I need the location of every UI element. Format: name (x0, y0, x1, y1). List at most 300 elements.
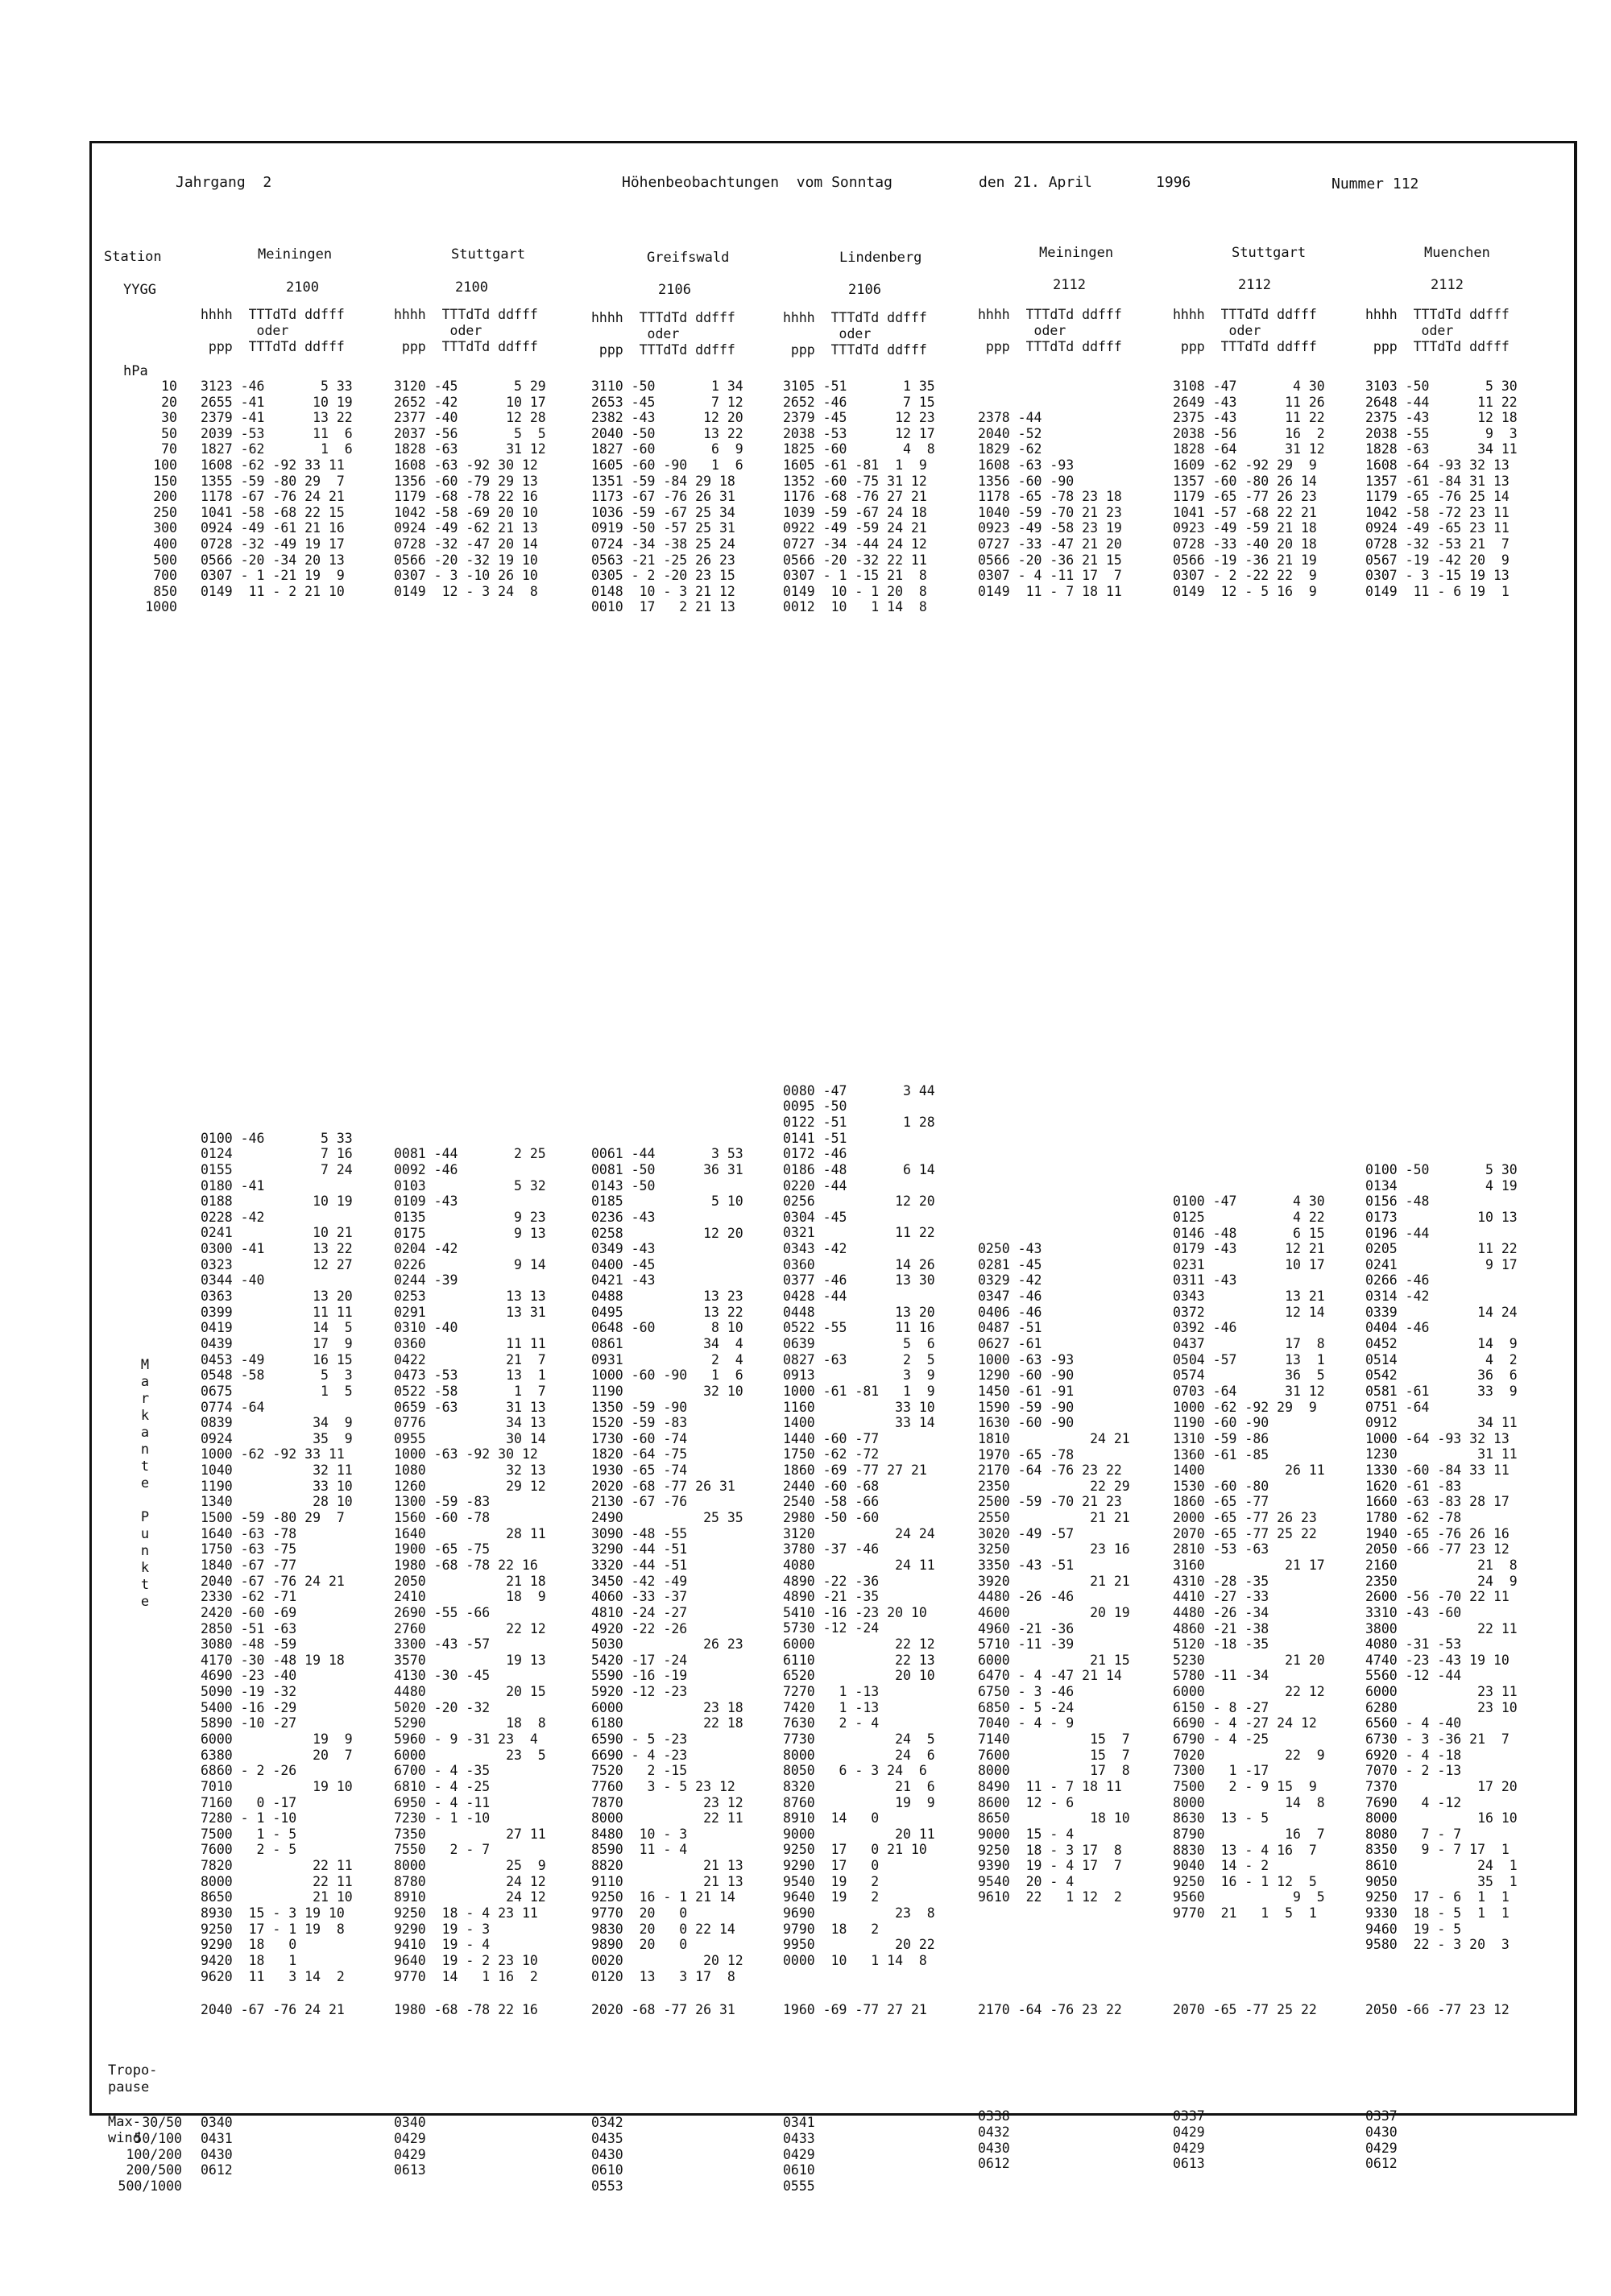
standard-level-row: 2038 -55 9 3 (1365, 425, 1518, 441)
maxwind-level: 500/1000 (118, 2178, 182, 2195)
significant-point-row: 5410 -16 -23 20 10 (783, 1604, 927, 1620)
markante-letter: u (140, 1526, 150, 1542)
significant-point-row: 1900 -65 -75 (394, 1541, 491, 1558)
significant-point-row: 0419 14 5 (201, 1320, 353, 1336)
significant-point-row: 5090 -19 -32 (201, 1684, 297, 1700)
standard-level-row: 1039 -59 -67 24 18 (783, 504, 927, 520)
markante-letter: t (140, 1577, 150, 1593)
significant-point-row: 1970 -65 -78 (978, 1446, 1075, 1462)
significant-point-row: 0473 -53 13 1 (394, 1367, 546, 1384)
significant-point-row: 8930 15 - 3 19 10 (201, 1905, 345, 1922)
significant-point-row: 6180 22 18 (591, 1715, 743, 1731)
significant-point-row: 0253 13 13 (394, 1289, 546, 1305)
significant-point-row: 0173 10 13 (1365, 1209, 1518, 1225)
standard-level-row: 1828 -63 31 12 (394, 441, 546, 457)
standard-level-row: 2040 -50 13 22 (591, 425, 743, 441)
column-header-line: oder (1365, 323, 1454, 338)
standard-level-row: 1605 -60 -90 1 6 (591, 457, 743, 473)
significant-point-row: 6860 - 2 -26 (201, 1763, 297, 1779)
significant-point-row: 9040 14 - 2 (1173, 1858, 1269, 1874)
jahrgang: Jahrgang 2 (176, 174, 272, 191)
significant-point-row: 2550 21 21 (978, 1510, 1130, 1526)
significant-point-row: 1980 -68 -78 22 16 (394, 1557, 538, 1573)
significant-point-row: 7300 1 -17 (1173, 1763, 1269, 1779)
standard-level-row: 1608 -64 -93 32 13 (1365, 457, 1510, 473)
significant-point-row: 9640 19 2 (783, 1889, 880, 1905)
standard-level-row: 2379 -41 13 22 (201, 410, 353, 426)
significant-point-row: 0156 -48 (1365, 1194, 1430, 1210)
significant-point-row: 0343 13 21 (1173, 1289, 1325, 1305)
significant-point-row: 7500 1 - 5 (201, 1826, 297, 1842)
significant-point-row: 0406 -46 (978, 1304, 1042, 1320)
pressure-level: 20 (161, 394, 177, 410)
standard-level-row: 0923 -49 -58 23 19 (978, 520, 1122, 536)
significant-point-row: 6790 - 4 -25 (1173, 1731, 1269, 1748)
significant-point-row: 9250 17 - 6 1 1 (1365, 1889, 1510, 1905)
significant-point-row: 4480 20 15 (394, 1684, 546, 1700)
significant-point-row: 2050 -66 -77 23 12 (1365, 1541, 1510, 1558)
column-header-line: hhhh TTTdTd ddfff (1173, 307, 1317, 322)
column-header-line: oder (783, 326, 872, 341)
tropopause-value: 2050 -66 -77 23 12 (1365, 2002, 1510, 2017)
significant-point-row: 0100 -46 5 33 (201, 1130, 353, 1146)
significant-point-row: 6000 21 15 (978, 1652, 1130, 1668)
maxwind-value: 0613 (1173, 2156, 1205, 2172)
significant-point-row: 1190 -60 -90 (1173, 1415, 1269, 1431)
standard-level-row: 1825 -60 4 8 (783, 441, 935, 457)
standard-level-row: 0724 -34 -38 25 24 (591, 536, 735, 552)
significant-point-row: 2410 18 9 (394, 1589, 546, 1605)
significant-point-row: 7760 3 - 5 23 12 (591, 1778, 735, 1794)
significant-point-row: 1750 -63 -75 (201, 1541, 297, 1558)
significant-point-row: 2050 21 18 (394, 1573, 546, 1589)
significant-point-row: 1590 -59 -90 (978, 1399, 1075, 1415)
standard-level-row: 1351 -59 -84 29 18 (591, 473, 735, 489)
significant-point-row: 0220 -44 (783, 1177, 847, 1194)
significant-point-row: 2130 -67 -76 (591, 1494, 688, 1510)
significant-point-row: 0125 4 22 (1173, 1209, 1325, 1225)
significant-point-row: 5780 -11 -34 (1173, 1668, 1269, 1684)
significant-point-row: 9790 18 2 (783, 1921, 880, 1937)
significant-point-row: 7230 - 1 -10 (394, 1810, 491, 1826)
standard-level-row (1173, 599, 1325, 615)
standard-level-row: 1357 -60 -80 26 14 (1173, 473, 1317, 489)
standard-level-row: 0148 10 - 3 21 12 (591, 583, 735, 599)
standard-level-row: 0149 10 - 1 20 8 (783, 583, 927, 599)
significant-point-row: 1450 -61 -91 (978, 1383, 1075, 1399)
significant-point-row: 2810 -53 -63 (1173, 1541, 1269, 1558)
station-yygg: 2112 (1053, 277, 1086, 293)
significant-point-row: 7020 22 9 (1173, 1747, 1325, 1763)
standard-level-row: 2382 -43 12 20 (591, 410, 743, 426)
significant-point-row: 9250 18 - 4 23 11 (394, 1905, 538, 1922)
significant-point-row: 5030 26 23 (591, 1636, 743, 1653)
standard-level-row: 0307 - 1 -21 19 9 (201, 568, 345, 584)
significant-point-row: 7280 - 1 -10 (201, 1810, 297, 1826)
markante-letter: M (140, 1357, 150, 1373)
maxwind-value: 0338 (978, 2108, 1010, 2124)
maxwind-level: 50/100 (134, 2130, 182, 2146)
significant-point-row: 5020 -20 -32 (394, 1699, 491, 1715)
significant-point-row: 4810 -24 -27 (591, 1604, 688, 1620)
significant-point-row: 4480 -26 -34 (1173, 1604, 1269, 1620)
standard-level-row: 2038 -53 12 17 (783, 425, 935, 441)
significant-point-row: 0574 36 5 (1173, 1367, 1325, 1384)
standard-level-row (394, 599, 546, 615)
standard-level-row: 2378 -44 (978, 410, 1042, 426)
standard-levels-block (978, 379, 1122, 615)
standard-level-row: 2649 -43 11 26 (1173, 394, 1325, 410)
standard-level-row: 1041 -57 -68 22 21 (1173, 504, 1317, 520)
significant-point-row: 1840 -67 -77 (201, 1557, 297, 1573)
standard-level-row: 1828 -63 34 11 (1365, 441, 1518, 457)
significant-point-row: 1330 -60 -84 33 11 (1365, 1462, 1510, 1479)
significant-point-row: 8650 21 10 (201, 1889, 353, 1905)
standard-level-row: 1176 -68 -76 27 21 (783, 489, 927, 505)
pressure-level: 400 (153, 536, 177, 552)
significant-point-row: 0452 14 9 (1365, 1335, 1518, 1351)
maxwind-level: 100/200 (126, 2146, 182, 2162)
significant-point-row: 0304 -45 (783, 1209, 847, 1225)
standard-level-row: 1178 -67 -76 24 21 (201, 489, 345, 505)
significant-point-row: 9250 18 - 3 17 8 (978, 1842, 1122, 1858)
significant-point-row: 2600 -56 -70 22 11 (1365, 1589, 1510, 1605)
report-year: 1996 (1156, 174, 1191, 191)
standard-level-row: 0728 -33 -40 20 18 (1173, 536, 1317, 552)
standard-level-row: 1356 -60 -90 (978, 473, 1075, 489)
column-header (394, 307, 538, 355)
significant-point-row: 0321 11 22 (783, 1225, 935, 1241)
maxwind-value: 0613 (394, 2162, 426, 2178)
standard-level-row: 0149 11 - 7 18 11 (978, 583, 1122, 599)
significant-point-row: 0827 -63 2 5 (783, 1351, 935, 1367)
significant-point-row: 0347 -46 (978, 1289, 1042, 1305)
significant-point-row: 0372 12 14 (1173, 1304, 1325, 1320)
maxwind-value: 0435 (591, 2130, 623, 2146)
significant-point-row: 0196 -44 (1365, 1225, 1430, 1241)
significant-point-row: 2000 -65 -77 26 23 (1173, 1510, 1317, 1526)
standard-level-row: 1036 -59 -67 25 34 (591, 504, 735, 520)
maxwind-value: 0612 (1365, 2156, 1398, 2172)
maxwind-value: 0429 (394, 2130, 426, 2146)
station-name: Muenchen (1424, 245, 1490, 261)
column-header-line: hhhh TTTdTd ddfff (783, 310, 927, 325)
standard-level-row: 2653 -45 7 12 (591, 394, 743, 410)
column-header-line: ppp TTTdTd ddfff (978, 339, 1122, 354)
maxwind-value: 0612 (978, 2156, 1010, 2172)
station-yygg: 2100 (455, 279, 488, 296)
significant-point-row: 8610 24 1 (1365, 1858, 1518, 1874)
standard-level-row: 2375 -43 12 18 (1365, 410, 1518, 426)
maxwind-block (783, 2115, 815, 2195)
significant-point-row: 0000 10 1 14 8 (783, 1952, 927, 1968)
column-header-line: ppp TTTdTd ddfff (783, 342, 927, 358)
significant-point-row: 2350 22 29 (978, 1478, 1130, 1494)
significant-point-row: 4600 20 19 (978, 1604, 1130, 1620)
significant-point-row: 1930 -65 -74 (591, 1462, 688, 1479)
standard-level-row: 1357 -61 -84 31 13 (1365, 473, 1510, 489)
report-number: Nummer 112 (1331, 176, 1419, 192)
significant-point-row: 0343 -42 (783, 1241, 847, 1257)
markante-letter: r (140, 1391, 150, 1407)
pressure-level: 500 (153, 552, 177, 568)
significant-point-row: 8000 25 9 (394, 1858, 546, 1874)
significant-point-row: 0504 -57 13 1 (1173, 1351, 1325, 1367)
column-header-line: oder (978, 323, 1066, 338)
standard-level-row: 3120 -45 5 29 (394, 379, 546, 394)
standard-level-row: 2652 -46 7 15 (783, 394, 935, 410)
standard-level-row: 0563 -21 -25 26 23 (591, 552, 735, 568)
significant-point-row: 4690 -23 -40 (201, 1668, 297, 1684)
significant-point-row: 3160 21 17 (1173, 1557, 1325, 1573)
significant-point-row: 0204 -42 (394, 1241, 458, 1257)
significant-point-row: 0453 -49 16 15 (201, 1351, 353, 1367)
significant-point-row: 2690 -55 -66 (394, 1604, 491, 1620)
significant-point-row: 8000 17 8 (978, 1763, 1130, 1779)
standard-levels-block (591, 379, 743, 615)
markante-letter: n (140, 1442, 150, 1458)
standard-levels-block (783, 379, 935, 615)
significant-points-block (1365, 1162, 1518, 1953)
significant-point-row: 0329 -42 (978, 1272, 1042, 1289)
pressure-levels (129, 379, 177, 615)
significant-point-row: 9460 19 - 5 (1365, 1921, 1462, 1937)
significant-point-row: 0931 2 4 (591, 1351, 743, 1367)
significant-point-row: 1260 29 12 (394, 1478, 546, 1494)
significant-point-row: 7070 - 2 -13 (1365, 1763, 1462, 1779)
significant-point-row: 8630 13 - 5 (1173, 1810, 1269, 1826)
significant-point-row: 6280 23 10 (1365, 1699, 1518, 1715)
significant-point-row: 9640 19 - 2 23 10 (394, 1952, 538, 1968)
standard-level-row: 1609 -62 -92 29 9 (1173, 457, 1317, 473)
standard-level-row: 0924 -49 -62 21 13 (394, 520, 538, 536)
significant-point-row: 2330 -62 -71 (201, 1589, 297, 1605)
significant-point-row: 2160 21 8 (1365, 1557, 1518, 1573)
significant-point-row: 2980 -50 -60 (783, 1509, 880, 1525)
significant-point-row: 8790 16 7 (1173, 1826, 1325, 1842)
significant-point-row: 0514 4 2 (1365, 1351, 1518, 1367)
significant-point-row: 0675 1 5 (201, 1383, 353, 1399)
standard-level-row: 1356 -60 -79 29 13 (394, 473, 538, 489)
significant-point-row: 5710 -11 -39 (978, 1636, 1075, 1653)
pressure-level: 70 (161, 441, 177, 457)
significant-point-row: 0548 -58 5 3 (201, 1367, 353, 1384)
significant-point-row: 8780 24 12 (394, 1873, 546, 1889)
maxwind-value: 0430 (591, 2146, 623, 2162)
yygg-label: YYGG (123, 282, 156, 298)
column-header-line: ppp TTTdTd ddfff (1173, 339, 1317, 354)
standard-level-row: 0149 12 - 3 24 8 (394, 583, 538, 599)
significant-point-row: 0339 14 24 (1365, 1304, 1518, 1320)
significant-point-row: 8000 22 11 (201, 1873, 353, 1889)
standard-level-row: 1042 -58 -72 23 11 (1365, 504, 1510, 520)
standard-level-row: 0566 -20 -32 22 11 (783, 552, 927, 568)
tropopause-value: 2170 -64 -76 23 22 (978, 2002, 1122, 2017)
markante-letter: e (140, 1475, 150, 1491)
tropopause-value: 2070 -65 -77 25 22 (1173, 2002, 1317, 2017)
significant-point-row: 6000 19 9 (201, 1731, 353, 1747)
standard-level-row: 1173 -67 -76 26 31 (591, 489, 735, 505)
significant-point-row: 8650 18 10 (978, 1810, 1130, 1826)
significant-point-row: 9610 22 1 12 2 (978, 1889, 1122, 1905)
standard-level-row: 1608 -62 -92 33 11 (201, 457, 345, 473)
maxwind-value: 0430 (1365, 2124, 1398, 2140)
standard-level-row: 2377 -40 12 28 (394, 410, 546, 426)
standard-level-row: 1828 -64 31 12 (1173, 441, 1325, 457)
significant-point-row: 1190 33 10 (201, 1478, 353, 1494)
column-header-line: hhhh TTTdTd ddfff (591, 310, 735, 325)
markante-letter: t (140, 1458, 150, 1475)
standard-level-row: 2648 -44 11 22 (1365, 394, 1518, 410)
significant-point-row: 4060 -33 -37 (591, 1589, 688, 1605)
significant-point-row: 7010 19 10 (201, 1778, 353, 1794)
standard-level-row: 2039 -53 11 6 (201, 425, 353, 441)
significant-point-row: 3320 -44 -51 (591, 1557, 688, 1573)
significant-point-row: 3570 19 13 (394, 1652, 546, 1668)
significant-point-row: 6690 - 4 -27 24 12 (1173, 1715, 1317, 1731)
markante-letter: e (140, 1594, 150, 1610)
significant-point-row: 0323 12 27 (201, 1256, 353, 1272)
significant-points-block (591, 1146, 743, 1984)
significant-point-row: 0839 34 9 (201, 1415, 353, 1431)
station-name: Stuttgart (1232, 245, 1307, 261)
significant-point-row: 0180 -41 (201, 1177, 265, 1194)
significant-point-row: 0080 -47 3 44 (783, 1082, 935, 1098)
significant-point-row: 6000 22 12 (783, 1636, 935, 1653)
significant-point-row: 1350 -59 -90 (591, 1399, 688, 1415)
significant-point-row: 4860 -21 -38 (1173, 1620, 1269, 1636)
significant-point-row: 0428 -44 (783, 1289, 847, 1305)
significant-point-row: 0244 -39 (394, 1272, 458, 1289)
significant-point-row: 7630 2 - 4 (783, 1715, 880, 1731)
significant-point-row: 0258 12 20 (591, 1225, 743, 1241)
significant-point-row: 0103 5 32 (394, 1177, 546, 1194)
standard-levels-block (1365, 379, 1518, 615)
significant-point-row: 1000 -62 -92 29 9 (1173, 1399, 1317, 1415)
standard-level-row: 1355 -59 -80 29 7 (201, 473, 345, 489)
significant-point-row: 1860 -65 -77 (1173, 1494, 1269, 1510)
standard-level-row: 2652 -42 10 17 (394, 394, 546, 410)
significant-point-row: 0061 -44 3 53 (591, 1146, 743, 1162)
standard-level-row: 2038 -56 16 2 (1173, 425, 1325, 441)
standard-level-row: 0307 - 4 -11 17 7 (978, 568, 1122, 584)
significant-point-row: 4080 24 11 (783, 1557, 935, 1573)
significant-point-row: 1040 32 11 (201, 1462, 353, 1479)
significant-point-row: 0421 -43 (591, 1272, 656, 1289)
significant-point-row: 0310 -40 (394, 1320, 458, 1336)
pressure-level: 30 (161, 410, 177, 426)
significant-point-row: 1640 -63 -78 (201, 1525, 297, 1541)
maxwind-value: 0430 (201, 2146, 233, 2162)
significant-point-row: 0311 -43 (1173, 1272, 1237, 1289)
significant-point-row: 0228 -42 (201, 1209, 265, 1225)
significant-point-row: 2040 -67 -76 24 21 (201, 1573, 345, 1589)
significant-point-row: 1400 33 14 (783, 1415, 935, 1431)
maxwind-block (591, 2115, 623, 2195)
maxwind-value: 0340 (201, 2115, 233, 2130)
tropopause-value: 2020 -68 -77 26 31 (591, 2002, 735, 2017)
significant-point-row: 8000 22 11 (591, 1810, 743, 1826)
standard-level-row (1365, 599, 1518, 615)
significant-point-row: 6750 - 3 -46 (978, 1684, 1075, 1700)
significant-point-row: 1440 -60 -77 (783, 1430, 880, 1446)
significant-point-row: 6470 - 4 -47 21 14 (978, 1668, 1122, 1684)
significant-point-row: 0231 10 17 (1173, 1256, 1325, 1272)
significant-point-row: 1000 -60 -90 1 6 (591, 1367, 743, 1384)
standard-level-row: 0728 -32 -53 21 7 (1365, 536, 1510, 552)
markante-letter: a (140, 1425, 150, 1441)
standard-level-row: 1178 -65 -78 23 18 (978, 489, 1122, 505)
standard-level-row: 2655 -41 10 19 (201, 394, 353, 410)
standard-level-row: 0567 -19 -42 20 9 (1365, 552, 1510, 568)
significant-point-row: 8000 24 6 (783, 1747, 935, 1763)
standard-level-row: 0307 - 3 -15 19 13 (1365, 568, 1510, 584)
pressure-level: 1000 (145, 599, 177, 615)
standard-level-row: 3108 -47 4 30 (1173, 379, 1325, 394)
significant-point-row: 2350 24 9 (1365, 1573, 1518, 1589)
station-yygg: 2106 (658, 282, 691, 298)
significant-point-row: 9540 19 2 (783, 1873, 880, 1889)
significant-point-row: 6110 22 13 (783, 1652, 935, 1668)
significant-point-row: 0399 11 11 (201, 1304, 353, 1320)
significant-point-row: 1560 -60 -78 (394, 1510, 491, 1526)
standard-level-row: 2375 -43 11 22 (1173, 410, 1325, 426)
significant-point-row: 6000 23 5 (394, 1747, 546, 1763)
significant-point-row: 1360 -61 -85 (1173, 1446, 1269, 1462)
markante-letter: k (140, 1560, 150, 1576)
significant-point-row: 0095 -50 (783, 1098, 847, 1115)
standard-level-row: 1827 -60 6 9 (591, 441, 743, 457)
significant-point-row: 2440 -60 -68 (783, 1478, 880, 1494)
markante-letter: n (140, 1543, 150, 1559)
significant-point-row: 3350 -43 -51 (978, 1558, 1075, 1573)
significant-point-row: 2070 -65 -77 25 22 (1173, 1525, 1317, 1541)
significant-point-row: 1160 33 10 (783, 1399, 935, 1415)
significant-point-row: 9110 21 13 (591, 1873, 743, 1889)
significant-point-row: 3290 -44 -51 (591, 1541, 688, 1558)
significant-point-row: 0175 9 13 (394, 1225, 546, 1241)
significant-point-row: 9690 23 8 (783, 1905, 935, 1921)
maxwind-level: 30/50 (142, 2115, 182, 2130)
standard-level-row: 3105 -51 1 35 (783, 379, 935, 394)
standard-level-row: 3123 -46 5 33 (201, 379, 353, 394)
significant-point-row: 7690 4 -12 (1365, 1794, 1462, 1810)
significant-point-row: 0092 -46 (394, 1161, 458, 1177)
column-header (201, 307, 345, 355)
standard-level-row: 0307 - 3 -10 26 10 (394, 568, 538, 584)
maxwind-value: 0429 (1365, 2140, 1398, 2156)
significant-point-row: 3800 22 11 (1365, 1620, 1518, 1636)
standard-level-row: 0149 11 - 2 21 10 (201, 583, 345, 599)
station-name: Stuttgart (451, 246, 526, 263)
significant-point-row: 9560 9 5 (1173, 1889, 1325, 1905)
significant-point-row: 0205 11 22 (1365, 1241, 1518, 1257)
standard-level-row: 0728 -32 -47 20 14 (394, 536, 538, 552)
significant-point-row: 8910 24 12 (394, 1889, 546, 1905)
significant-point-row: 7040 - 4 - 9 (978, 1715, 1075, 1731)
significant-point-row: 4310 -28 -35 (1173, 1573, 1269, 1589)
significant-point-row: 1660 -63 -83 28 17 (1365, 1494, 1510, 1510)
significant-point-row: 0143 -50 (591, 1177, 656, 1194)
maxwind-label: Max- wind (108, 2114, 141, 2146)
significant-point-row: 0241 10 21 (201, 1225, 353, 1241)
tropopause-value: 1960 -69 -77 27 21 (783, 2002, 927, 2017)
maxwind-value: 0612 (201, 2162, 233, 2178)
significant-point-row: 0955 30 14 (394, 1430, 546, 1446)
significant-point-row: 0703 -64 31 12 (1173, 1383, 1325, 1399)
significant-point-row: 0109 -43 (394, 1194, 458, 1210)
significant-point-row: 3120 24 24 (783, 1525, 935, 1541)
